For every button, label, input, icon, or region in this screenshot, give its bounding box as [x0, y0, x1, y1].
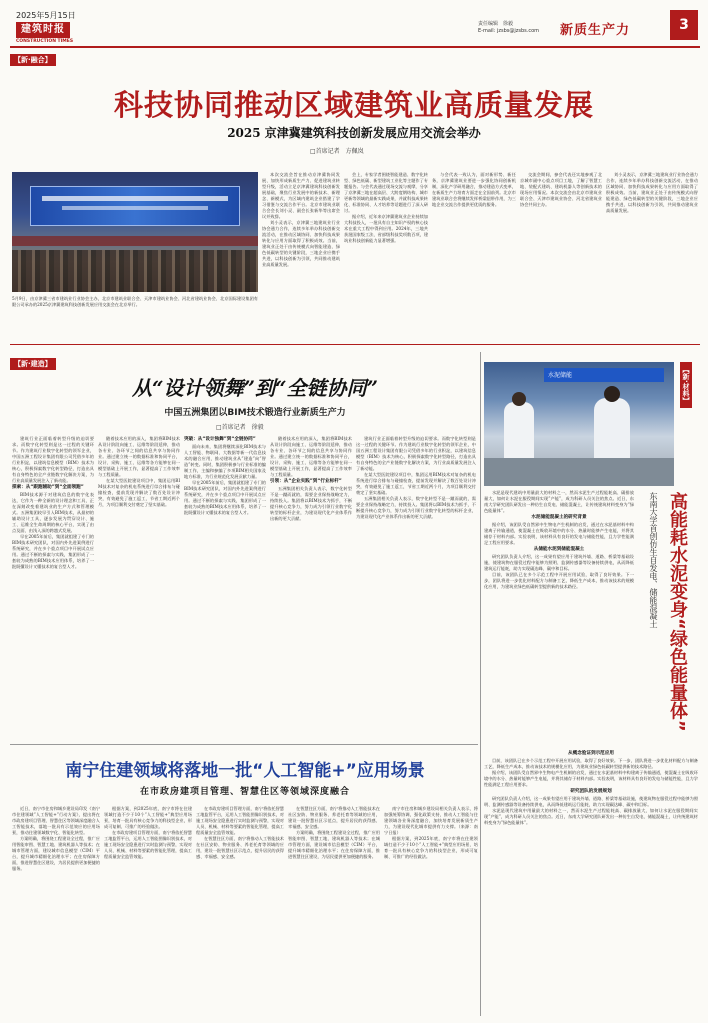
- paragraph: 在某大型医院建设项目中，集团运用BIM技术对复杂的机电系统进行综合排布与碰撞检查，提前发现并解决了数百处设计冲突，有效避免了施工返工，节省工期近两个月，为项目顺利交付奠定了坚实基础。: [356, 472, 476, 495]
- paragraph: 在智慧住区方面，南宁将推动人工智能技术在社区安防、物业服务、养老托育等领域的应用，建设一批智慧社区示范点，提升居民的获得感、幸福感、安全感。: [196, 836, 284, 859]
- middle-subhead-1: 探索：从“跟跑辅助”到“全面领跑”: [12, 485, 84, 490]
- paragraph: 与会代表一致认为，面对新形势、新任务，京津冀建筑业要进一步强化协同创新机制，深化产学研用融合，推动建造方式变革，在新质生产力培育方面走在全国前列。北京市建筑业联合会将继续发挥桥梁纽带作用，为三地企业交流合作提供更优质的服务。: [432, 172, 516, 207]
- paragraph: 水泥是现代建筑中用量最大的材料之一，然而水泥生产过程能耗高、碳排放量大，如何让水泥在服役期间实现“产能”，成为科研人员关注的焦点。近日，东南大学研究团队研发出一种仿生自发电、储能混凝土，让传统建筑材料变身为“绿色能量体”。: [484, 490, 634, 513]
- paragraph: 据介绍，近年来京津冀建筑业企业持续加大科技投入，一批具有自主知识产权的核心技术在重大工程中得到应用。2024年，三地共获批国家级工法、省部级科技奖项数百项，建筑业科技创新能力显著增强。: [344, 214, 428, 243]
- bottom-body-col-3: [196, 806, 284, 1016]
- paragraph: 会上，专家学者围绕智能建造、数字化转型、绿色低碳、新型建筑工业化等主题作了专题报告。与会代表通过现场交流与观摩，分享了京津冀三地在超高层、大跨度钢结构、城市更新等领域的最新实践成果，并就科技成果转化、标准协同、人才培养等话题进行了深入研讨。: [344, 172, 428, 213]
- paragraph: 方案明确，将围绕工程建设全过程，推广应用智能审图、智慧工地、建筑机器人等技术；在城市管理方面，建设城市信息模型（CIM）平台，提升城市精细化治理水平；在住房保障方面，推进智慧住区建设，为居民提供更加便捷的服务。: [12, 836, 100, 871]
- top-headline: 科技协同推动区域建筑业高质量发展: [113, 88, 594, 122]
- page-section-title: 新质生产力: [560, 23, 631, 38]
- lab-sign-text: 水泥储能: [548, 372, 573, 379]
- paragraph: 据介绍，该团队受自然界中生物电产生机制的启发，通过在水泥基材料中构建离子传输通道，使混凝土在吸收环境中的水分、热量时能够产生电能，并将其储存于材料内部。实验表明，该材料具有良好的发电与储能性能，且力学性能满足工程应用要求。: [484, 522, 634, 545]
- top-body-col-2: [344, 172, 428, 340]
- divider-bottom: [10, 744, 478, 745]
- paragraph: 刘小灵表示，京津冀三地建筑业行业协会通力合作，连续多年举办科技创新交流活动，在推动区域协同、加快科技成果转化与应用方面取得了积极成效。当前，建筑业正处于由传统模式向智能建造、绿色低碳转型的关键阶段，三地企业应携手共进，以科技创新为引领，共同推动建筑业高质量发展。: [262, 220, 340, 267]
- bottom-body-col-2: [104, 806, 192, 1016]
- middle-body-col-3: [184, 436, 266, 740]
- middle-body-col-4: [270, 436, 352, 740]
- paragraph: 建筑行业正面临着转型升级的迫切要求。而数字化转型则是这一过程的关键环节。作为建筑行业数字化转型的领军企业，中国五洲工程设计集团有限公司凭借多年的行业积淀，以建筑信息模型（BIM）技术为核心，积极探索数字化转型路径，打造出具有自身特色的全产业链数字化解决方案，为行业高质量发展注入了新动能。: [12, 436, 94, 483]
- side-subhead-4: 研究团队的发展规划: [570, 789, 612, 794]
- top-body-col-1: [262, 172, 340, 340]
- paragraph: 面向未来，集团将继续深化BIM技术与人工智能、物联网、大数据等新一代信息技术的融合应用，推动建筑业从“建造”向“智造”转变。同时，集团积极参与行业标准的编制工作，主编和参编了多项BIM相关国家及地方标准，为行业规范化发展贡献力量。: [184, 444, 266, 479]
- column-divider: [480, 352, 481, 1016]
- middle-body-col-1: [12, 436, 94, 740]
- editor-credit: 责任编辑 徐毅: [478, 21, 514, 27]
- paragraph: 根据方案，到2025年底，南宁市将在住建领域打造不少于10个“人工智能+”典型应用场景，培育一批具有核心竞争力的科技型企业，形成可复制、可推广的经验做法。: [104, 806, 192, 829]
- paragraph: 南宁市住房和城乡建设局相关负责人表示，将加强统筹协调，强化政策支持，推动人工智能与住建领域各业务深度融合，加快培育发展新质生产力，为建设现代化城市提供有力支撑。（来源：南宁日报）: [384, 806, 478, 835]
- page-number: 3: [679, 17, 689, 33]
- paper-logo: [16, 22, 70, 38]
- paragraph: 据介绍，该团队受自然界中生物电产生机制的启发，通过在水泥基材料中构建离子传输通道，使混凝土在吸收环境中的水分、热量时能够产生电能，并将其储存于材料内部。实验表明，该材料具有良好的发电与储能性能，且力学性能满足工程应用要求。: [484, 770, 698, 787]
- paragraph: 目前，该团队已在多个示范工程中开展应用试验，取得了良好效果。下一步，团队将进一步优化材料配方与制备工艺，降低生产成本，推动该技术的规模化应用，为建筑业绿色低碳转型提供新的技术路径。: [484, 572, 634, 589]
- paragraph: 在市政房建项目管理方面，南宁将依托智慧工地监管平台，运用人工智能图像识别技术，对施工现场安全隐患进行实时监测与预警，实现对人员、机械、材料等要素的智能化管理，提高工程质量安全监管效能。: [104, 830, 192, 859]
- side-subhead-1: 水泥储能混凝土的研究背景: [531, 515, 587, 520]
- editor-email: E-mail: jzsbs@jzsbs.com: [478, 28, 540, 34]
- paragraph: 本次交流会旨在推动京津冀协同发展、加快形成新质生产力、促进建筑业转型升级，活动立足京津冀建筑科技创新发展基础，聚焦行业发展中的新技术、新理念、新模式，为区域内建筑企业搭建了学习借鉴与交流合作平台。北京市建筑业联合会会长刘小灵、副会长张新华等出席会议并致辞。: [262, 172, 340, 219]
- page-number-badge: [670, 10, 698, 40]
- divider-top: [10, 344, 700, 345]
- paragraph: 方案明确，将围绕工程建设全过程，推广应用智能审图、智慧工地、建筑机器人等技术；在城市管理方面，建设城市信息模型（CIM）平台，提升城市精细化治理水平；在住房保障方面，推进智慧住区建设，为居民提供更加便捷的服务。: [288, 830, 380, 859]
- side-headline: 高能耗水泥变身“绿色能量体”: [667, 492, 688, 732]
- middle-body-col-5: [356, 436, 476, 740]
- paper-name-en: CONSTRUCTION TIMES: [16, 39, 74, 44]
- masthead: [0, 0, 708, 48]
- paper-name: 建筑时报: [21, 24, 65, 35]
- middle-headline: 从“设计领舞”到“全链协同”: [131, 376, 378, 400]
- side-body-col-1: [484, 490, 634, 740]
- side-subhead-3: 从概念验证到示范应用: [568, 751, 614, 756]
- paragraph: 随着技术应用的深入，集团将BIM技术从设计阶段向施工、运维等阶段延伸，推动各专业、各环节之间的信息共享与协同作业。通过建立统一的数据标准和协同平台，设计、采购、施工、运维等各方能够在同一模型基础上开展工作，显著提高了工作效率与工程质量。: [98, 436, 180, 477]
- top-photo-caption: 5月9日，由京津冀三省市建筑业行业协会主办，北京市建筑业联合会、天津市建筑业协会、河北省建筑业协会、北京国际建设集团有限公司承办的2025京津冀建筑科技创新发展应用交流会在北京举行。: [12, 296, 258, 307]
- top-body-col-4: [520, 172, 602, 340]
- middle-subhead-2: 突破：从“设计独舞”到“全链协同”: [184, 437, 256, 442]
- issue-date: 2025年5月15日: [16, 11, 76, 20]
- paragraph: 研究团队负责人介绍，这一成果有望应用于建筑外墙、道路、桥梁等基础设施，使建筑物在服役过程中能够为照明、监测传感器等设备持续供电，从而降低建筑运行能耗，助力实现碳达峰、碳中和目标。: [484, 554, 634, 571]
- paragraph: 水泥是现代建筑中用量最大的材料之一，然而水泥生产过程能耗高、碳排放量大，如何让水泥在服役期间实现“产能”，成为科研人员关注的焦点。近日，东南大学研究团队研发出一种仿生自发电、储能混凝土，让传统建筑材料变身为“绿色能量体”。: [484, 808, 698, 825]
- middle-subhead-3: 引领：从“企业实践”到“行业标杆”: [270, 479, 342, 484]
- paragraph: 在某大型医院建设项目中，集团运用BIM技术对复杂的机电系统进行综合排布与碰撞检查，提前发现并解决了数百处设计冲突，有效避免了施工返工，节省工期近两个月，为项目顺利交付奠定了坚实基础。: [98, 478, 180, 507]
- lab-photo: [484, 362, 674, 486]
- section-tag-build: 【新·建造】: [10, 358, 56, 370]
- paragraph: 五洲集团相关负责人表示，数字化转型不是一蹴而就的，需要企业保持战略定力，持续投入。集团将以BIM技术为抓手，不断提升核心竞争力，努力成为引领行业数字化转型的标杆企业，为建设现代化产业体系作出新的更大贡献。: [356, 496, 476, 519]
- bottom-subheadline: 在市政房建项目管理、智慧住区等领域深度融合: [139, 787, 350, 797]
- top-subheadline: 2025 京津冀建筑科技创新发展应用交流会举办: [227, 126, 481, 140]
- bottom-body-col-1: [12, 806, 100, 1016]
- paragraph: 根据方案，到2025年底，南宁市将在住建领域打造不少于10个“人工智能+”典型应用场景，培育一批具有核心竞争力的科技型企业，形成可复制、可推广的经验做法。: [384, 836, 478, 859]
- paragraph: 在市政房建项目管理方面，南宁将依托智慧工地监管平台，运用人工智能图像识别技术，对施工现场安全隐患进行实时监测与预警，实现对人员、机械、材料等要素的智能化管理，提高工程质量安全监管效能。: [196, 806, 284, 835]
- bottom-headline: 南宁住建领域将落地一批“人工智能+”应用场景: [65, 761, 425, 781]
- paragraph: 交流会期间，参会代表还实地参观了北京城市副中心重点项目工地，了解了智慧工地、装配式建筑、建筑机器人等创新技术的现场应用情况。本次交流会由北京市建筑业联合会、天津市建筑业协会、河北省建筑业协会共同主办。: [520, 172, 602, 207]
- paragraph: 建筑行业正面临着转型升级的迫切要求。而数字化转型则是这一过程的关键环节。作为建筑行业数字化转型的领军企业，中国五洲工程设计集团有限公司凭借多年的行业积淀，以建筑信息模型（BIM）技术为核心，积极探索数字化转型路径，打造出具有自身特色的全产业链数字化解决方案，为行业高质量发展注入了新动能。: [356, 436, 476, 471]
- paragraph: 目前，该团队已在多个示范工程中开展应用试验，取得了良好效果。下一步，团队将进一步优化材料配方与制备工艺，降低生产成本，推动该技术的规模化应用，为建筑业绿色低碳转型提供新的技术路径。: [484, 758, 698, 769]
- bottom-body-col-4: [288, 806, 380, 1016]
- paragraph: 五洲集团相关负责人表示，数字化转型不是一蹴而就的，需要企业保持战略定力，持续投入。集团将以BIM技术为抓手，不断提升核心竞争力，努力成为引领行业数字化转型的标杆企业，为建设现代化产业体系作出新的更大贡献。: [270, 486, 352, 521]
- paragraph: 早在2005年前后，集团就组建了专门的BIM技术研究团队，对国内外先进案例进行系统研究，并在多个重点项目中开展试点应用。通过不断的探索与实践，集团形成了一套较为成熟的BIM技术应用体系，培养了一批既懂设计又懂技术的复合型人才。: [12, 534, 94, 569]
- top-body-col-3: [432, 172, 516, 340]
- middle-body-col-2: [98, 436, 180, 740]
- side-subhead-2: 从储能水泥到储能混凝土: [533, 547, 585, 552]
- middle-subheadline: 中国五洲集团以BIM技术锻造行业新质生产力: [164, 408, 346, 418]
- top-byline: □首席记者 方佩岚: [310, 148, 364, 155]
- paragraph: 随着技术应用的深入，集团将BIM技术从设计阶段向施工、运维等阶段延伸，推动各专业、各环节之间的信息共享与协同作业。通过建立统一的数据标准和协同平台，设计、采购、施工、运维等各方能够在同一模型基础上开展工作，显著提高了工作效率与工程质量。: [270, 436, 352, 477]
- top-body-col-5: [606, 172, 698, 340]
- paragraph: 早在2005年前后，集团就组建了专门的BIM技术研究团队，对国内外先进案例进行系统研究，并在多个重点项目中开展试点应用。通过不断的探索与实践，集团形成了一套较为成熟的BIM技术应用体系，培养了一批既懂设计又懂技术的复合型人才。: [184, 480, 266, 515]
- paragraph: 研究团队负责人介绍，这一成果有望应用于建筑外墙、道路、桥梁等基础设施，使建筑物在服役过程中能够为照明、监测传感器等设备持续供电，从而降低建筑运行能耗，助力实现碳达峰、碳中和目标。: [484, 796, 698, 807]
- masthead-rule: [10, 46, 700, 48]
- paragraph: 近日，南宁市住房和城乡建设局印发《南宁市住建领域“人工智能+”行动方案》，提出将在市政房建项目管理、智慧住区等领域深度融合人工智能技术，落地一批具有示范效应的应用场景，推动住建领域数字化、智能化转型。: [12, 806, 100, 835]
- paragraph: 在智慧住区方面，南宁将推动人工智能技术在社区安防、物业服务、养老托育等领域的应用，建设一批智慧社区示范点，提升居民的获得感、幸福感、安全感。: [288, 806, 380, 829]
- section-tag-fusion: 【新·融合】: [10, 54, 56, 66]
- paragraph: 刘小灵表示，京津冀三地建筑业行业协会通力合作，连续多年举办科技创新交流活动，在推动区域协同、加快科技成果转化与应用方面取得了积极成效。当前，建筑业正处于由传统模式向智能建造、绿色低碳转型的关键阶段，三地企业应携手共进，以科技创新为引领，共同推动建筑业高质量发展。: [606, 172, 698, 213]
- middle-byline: □首席记者 徐毅: [216, 424, 264, 431]
- paragraph: BIM技术源于对建筑信息的数字化表达，它作为一种全新的设计理念和工具，正在深刻改变着建筑业的生产方式和管理模式。五洲集团较早引入BIM技术，从最初的辅助设计工具，逐步发展为贯穿设计、施工、运维全生命周期的核心平台，实现了由点及面、由浅入深的跨越式发展。: [12, 492, 94, 533]
- section-tag-material: 【新·材料】: [680, 362, 692, 408]
- side-subheadline: 东南大学首创仿生自发电、储能混凝土: [649, 492, 658, 628]
- bottom-body-col-5: [384, 806, 478, 1016]
- conference-photo: [12, 172, 258, 292]
- side-body-lower: [484, 750, 698, 1016]
